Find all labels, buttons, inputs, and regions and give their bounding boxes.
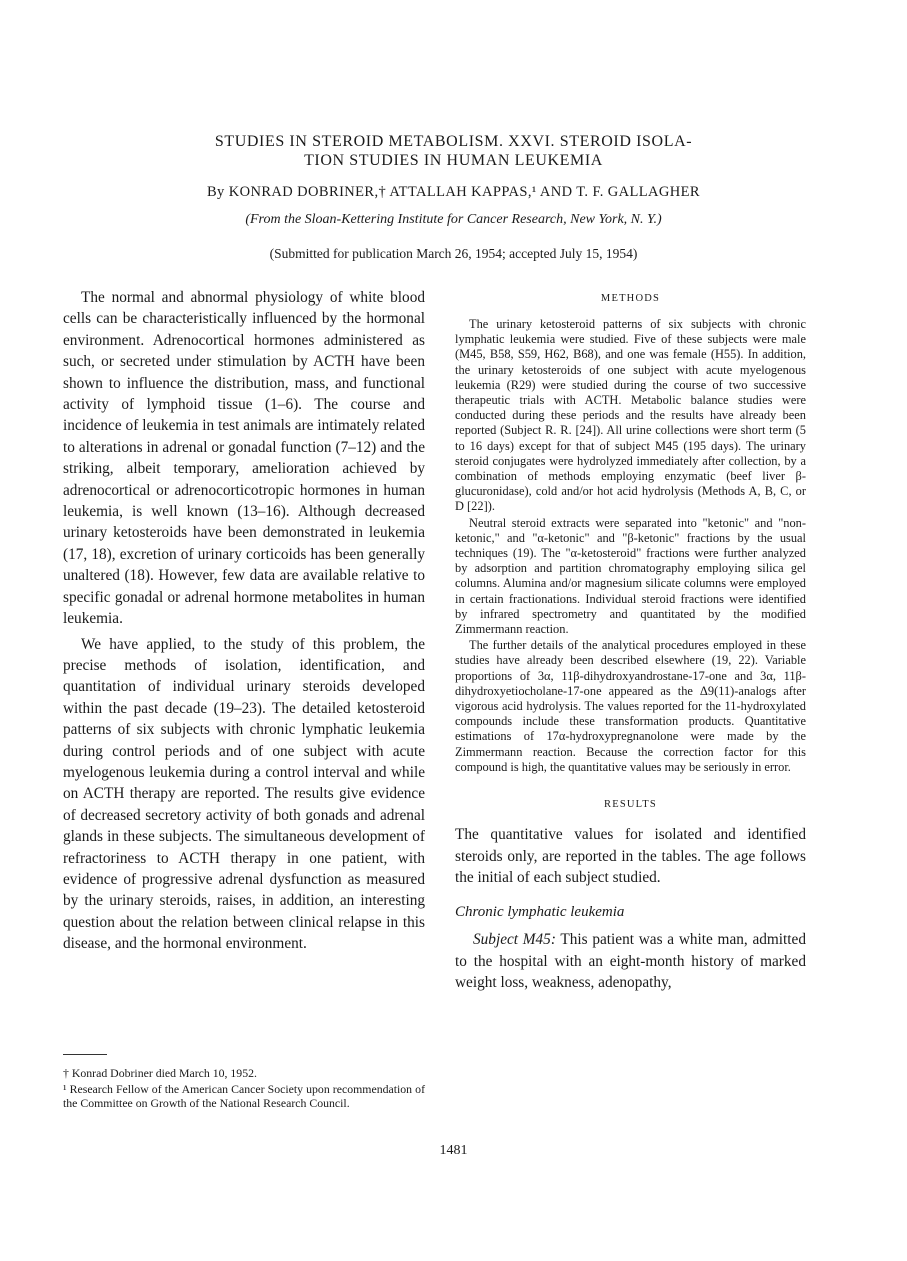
- subject-label: Subject M45:: [473, 931, 556, 949]
- footnotes: [63, 1066, 425, 1111]
- footnote-1: ¹ Research Fellow of the American Cancer Society upon recommendation of the Committee on Growth of the National Research Council.: [63, 1082, 425, 1111]
- subject-paragraph: [455, 929, 806, 993]
- methods-heading: METHODS: [600, 293, 661, 304]
- footnote-dagger: † Konrad Dobriner died March 10, 1952.: [63, 1066, 257, 1080]
- title-line-1: STUDIES IN STEROID METABOLISM. XXVI. STEROID ISOLA-: [214, 133, 693, 150]
- section-subheading: Chronic lymphatic leukemia: [455, 904, 625, 921]
- subject-text: This patient was a white man, admitted to the hospital with an eight-month history of marked weight loss, weakness, adenopathy,: [455, 931, 806, 992]
- footnote-divider: [63, 1054, 107, 1055]
- left-column: [63, 287, 425, 955]
- submission-dates: (Submitted for publication March 26, 1954; accepted July 15, 1954): [269, 246, 638, 261]
- author-line: By KONRAD DOBRINER,† ATTALLAH KAPPAS,¹ AND T. F. GALLAGHER: [206, 184, 701, 200]
- page-number: 1481: [439, 1143, 468, 1158]
- methods-paragraph-2: Neutral steroid extracts were separated into "ketonic" and "non-ketonic," and "α-ketonic" and "β-ketonic" fractions by the usual techniques (19). The "α-ketosteroid" fractions were further analyzed by adsorption and partition chromatography employing silica gel columns. Alumina and/or magnesium silicate columns were employed in certain fractionations. Individual steroid fractions were identified by infrared spectrometry and quantitated by the modified Zimmermann reaction.: [455, 515, 806, 637]
- affiliation: (From the Sloan-Kettering Institute for Cancer Research, New York, N. Y.): [245, 212, 662, 227]
- right-column: [455, 287, 806, 994]
- title-line-2: TION STUDIES IN HUMAN LEUKEMIA: [304, 152, 603, 169]
- intro-paragraph-2: We have applied, to the study of this problem, the precise methods of isolation, identification, and quantitation of individual urinary steroids developed within the past decade (19–23). The detailed ketosteroid patterns of six subjects with chronic lymphatic leukemia during control periods and of one subject with acute myelogenous leukemia during a control interval and while on ACTH therapy are reported. The results give evidence of decreased secretory activity of both gonads and adrenal glands in these subjects. The simultaneous development of refractoriness to ACTH therapy in one patient, with evidence of progressive adrenal dysfunction as measured by the urinary steroids, raises, in addition, an interesting question about the relation between clinical relapse in this disease, and the hormonal environment.: [63, 635, 425, 953]
- results-paragraph: The quantitative values for isolated and identified steroids only, are reported in the tables. The age follows the initial of each subject studied.: [455, 826, 806, 886]
- results-heading: RESULTS: [604, 799, 657, 811]
- methods-paragraph-3: The further details of the analytical procedures employed in these studies have already been described elsewhere (19, 22). Variable proportions of 3α, 11β-dihydroxyandrostane-17-one and 3α, 11β-dihydroxyetiocholane-17-one appeared as the Δ9(11)-analogs after vigorous acid hydrolysis. The values reported for the 11-hydroxylated compounds include these transformation products. Quantitative estimations of 17α-hydroxypregnanolone were made by the Zimmermann reaction. Because the correction factor for this compound is high, the quantitative values may be seriously in error.: [455, 638, 806, 774]
- methods-paragraph-1: The urinary ketosteroid patterns of six subjects with chronic lymphatic leukemia were studied. Five of these subjects were male (M45, B58, S59, H62, B68), and one was female (H55). In addition, the urinary ketosteroids of one subject with acute myelogenous leukemia (R29) were studied during the course of two successive therapeutic trials with ACTH. Metabolic balance studies were conducted during these periods and the results have already been reported (Subject R. R. [24]). All urine collections were short term (5 to 16 days) except for that of subject M45 (195 days). The urinary steroid conjugates were hydrolyzed immediately after collection, by a combination of methods employing enzymatic (beef liver β-glucuronidase), cold and/or hot acid hydrolysis (Methods A, B, C, or D [22]).: [455, 317, 806, 514]
- article-title: [60, 132, 847, 170]
- intro-paragraph-1: The normal and abnormal physiology of white blood cells can be characteristically influenced by the hormonal environment. Adrenocortical hormones administered as such, or secreted under stimulation by ACTH have been shown to influence the distribution, mass, and functional activity of lymphoid tissue (1–6). The course and incidence of leukemia in test animals are intimately related to alterations in adrenal or gonadal function (7–12) and the striking, albeit temporary, amelioration achieved by adrenocortical or adrenocorticotropic hormones in human leukemia, is well known (13–16). Although decreased urinary ketosteroids have been demonstrated in leukemia (17, 18), excretion of urinary corticoids has been generally unaltered (18). However, few data are available relative to specific gonadal or adrenal hormone metabolites in human leukemia.: [63, 289, 425, 628]
